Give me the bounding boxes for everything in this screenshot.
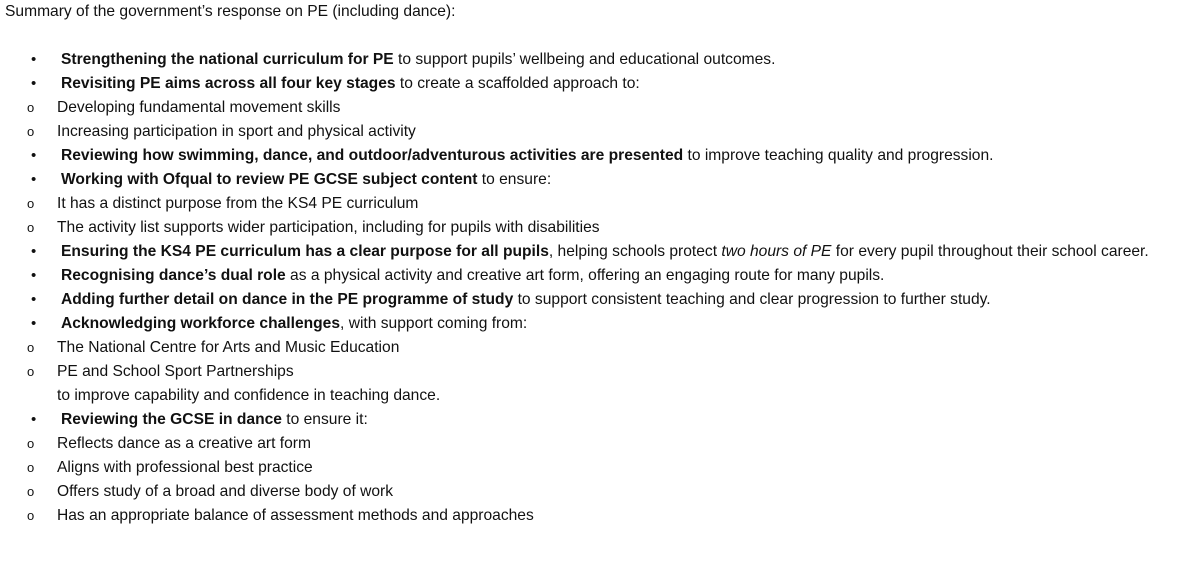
sub-list	[0, 432, 1200, 528]
sub-list-container	[0, 96, 1200, 144]
list-item	[0, 240, 1200, 264]
sub-list-item	[0, 456, 1200, 480]
sub-item-text: Offers study of a broad and diverse body of work	[57, 483, 394, 500]
item-text: to support pupils’ wellbeing and educational outcomes.	[393, 51, 776, 68]
sub-item-text: It has a distinct purpose from the KS4 PE curriculum	[57, 195, 419, 212]
sub-item-text: Aligns with professional best practice	[57, 459, 313, 476]
item-bold-text: Acknowledging workforce challenges	[61, 315, 341, 332]
bullet-icon: •	[31, 243, 37, 260]
sub-list-item	[0, 336, 1200, 360]
sub-list-item	[0, 120, 1200, 144]
sub-list-container	[0, 192, 1200, 240]
sub-list-item	[0, 432, 1200, 456]
sub-item-text: PE and School Sport Partnerships	[57, 363, 294, 380]
bullet-icon: •	[31, 51, 37, 68]
sub-item-text: The National Centre for Arts and Music Education	[57, 339, 400, 356]
item-text-tail: for every pupil throughout their school career.	[831, 243, 1149, 260]
sub-list-container	[0, 432, 1200, 528]
sub-item-text: Increasing participation in sport and physical activity	[57, 123, 416, 140]
item-bold-text: Adding further detail on dance in the PE programme of study	[61, 291, 514, 308]
item-bold-text: Working with Ofqual to review PE GCSE subject content	[61, 171, 478, 188]
sub-bullet-icon: o	[27, 436, 35, 451]
item-text: , with support coming from:	[340, 315, 528, 332]
list-item	[0, 312, 1200, 336]
list-item	[0, 72, 1200, 96]
item-bold-text: Strengthening the national curriculum for PE	[61, 51, 394, 68]
list-item	[0, 168, 1200, 192]
bullet-icon: •	[31, 291, 37, 308]
sub-bullet-icon: o	[27, 508, 35, 523]
list-item	[0, 288, 1200, 312]
sub-bullet-icon: o	[27, 484, 35, 499]
item-italic-text: two hours of PE	[721, 243, 832, 260]
sub-list	[0, 96, 1200, 144]
bullet-icon: •	[31, 315, 37, 332]
item-text: to support consistent teaching and clear progression to further study.	[513, 291, 991, 308]
sub-bullet-icon: o	[27, 460, 35, 475]
sub-list-item	[0, 192, 1200, 216]
sub-bullet-icon: o	[27, 124, 35, 139]
bullet-icon: •	[31, 411, 37, 428]
item-text: to create a scaffolded approach to:	[395, 75, 640, 92]
sub-list-item	[0, 480, 1200, 504]
list-item	[0, 264, 1200, 288]
item-bold-text: Ensuring the KS4 PE curriculum has a clear purpose for all pupils	[61, 243, 549, 260]
sub-list-note: to improve capability and confidence in teaching dance.	[57, 387, 441, 404]
sub-list-container	[0, 336, 1200, 408]
sub-bullet-icon: o	[27, 100, 35, 115]
bullet-icon: •	[31, 75, 37, 92]
sub-bullet-icon: o	[27, 340, 35, 355]
sub-list-item	[0, 96, 1200, 120]
list-item	[0, 408, 1200, 432]
sub-item-text: The activity list supports wider participation, including for pupils with disabilities	[57, 219, 600, 236]
sub-item-text: Developing fundamental movement skills	[57, 99, 341, 116]
list-item	[0, 48, 1200, 72]
sub-item-text: Reflects dance as a creative art form	[57, 435, 311, 452]
sub-list	[0, 336, 1200, 384]
bullet-icon: •	[31, 147, 37, 164]
item-text: to ensure it:	[281, 411, 368, 428]
item-text: to improve teaching quality and progression.	[683, 147, 994, 164]
sub-item-text: Has an appropriate balance of assessment methods and approaches	[57, 507, 534, 524]
sub-list	[0, 192, 1200, 240]
item-text: , helping schools protect	[548, 243, 722, 260]
sub-list-item	[0, 360, 1200, 384]
bullet-icon: •	[31, 171, 37, 188]
sub-bullet-icon: o	[27, 196, 35, 211]
summary-heading: Summary of the government’s response on PE (including dance):	[5, 3, 456, 20]
summary-list	[0, 48, 1200, 528]
sub-bullet-icon: o	[27, 364, 35, 379]
item-bold-text: Revisiting PE aims across all four key stages	[61, 75, 396, 92]
item-bold-text: Reviewing the GCSE in dance	[61, 411, 282, 428]
item-bold-text: Recognising dance’s dual role	[61, 267, 286, 284]
item-text: as a physical activity and creative art form, offering an engaging route for many pupils.	[285, 267, 885, 284]
bullet-icon: •	[31, 267, 37, 284]
sub-bullet-icon: o	[27, 220, 35, 235]
item-text: to ensure:	[477, 171, 552, 188]
sub-list-item	[0, 504, 1200, 528]
sub-list-item	[0, 216, 1200, 240]
item-bold-text: Reviewing how swimming, dance, and outdoor/adventurous activities are presented	[61, 147, 684, 164]
list-item	[0, 144, 1200, 168]
